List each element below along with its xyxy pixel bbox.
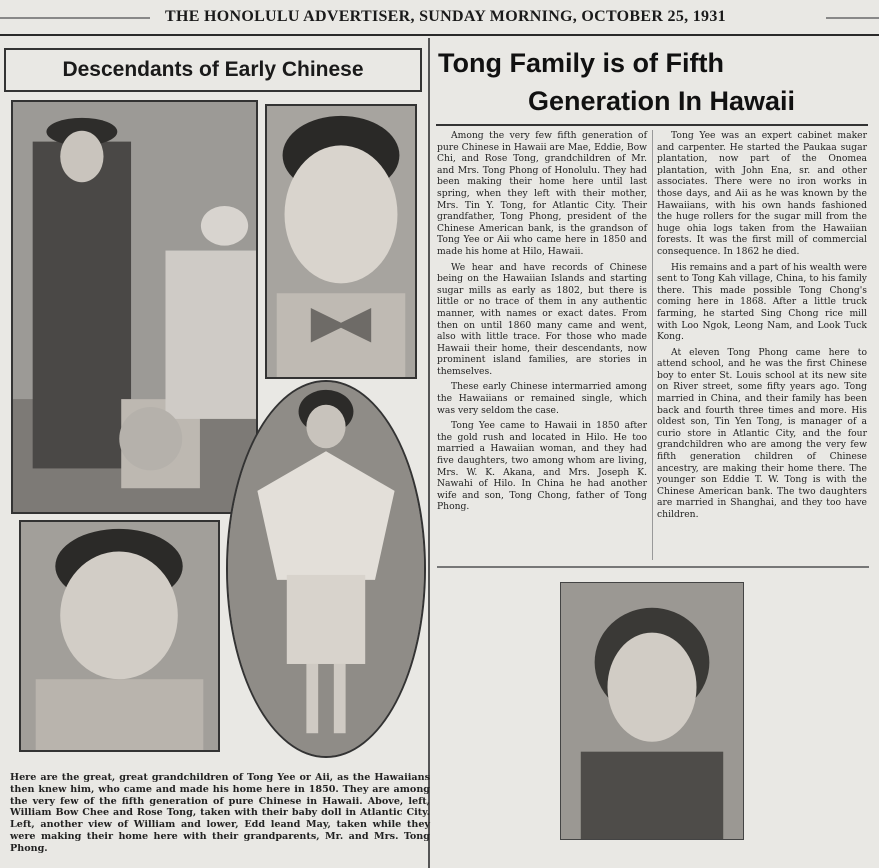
article-paragraph: Among the very few fifth generation of pure Chinese in Hawaii are Mae, Eddie, Bow Chi, and Rose Tong, grandchildren of Mr. and Mrs. Tong Phong of Honolulu. They had been making their home here until last spring, when they left with their mother, Mrs. Tin Y. Tong, for Atlantic City. Their grandfather, Tong Phong, president of the Chinese American bank, is the grandson of Tong Yee or Aii who came here in 1850 and made his home at Hilo, Hawaii. — [437, 130, 647, 257]
masthead-text: THE HONOLULU ADVERTISER, SUNDAY MORNING, OCTOBER 25, 1931 — [165, 8, 726, 25]
article-headline — [436, 44, 868, 122]
masthead — [0, 0, 879, 36]
headline-line-1: Tong Family is of Fifth — [438, 48, 724, 78]
photo-girl-oval — [226, 380, 426, 758]
photo-caption: Here are the great, great grandchildren of Tong Yee or Aii, as the Hawaiians then knew him, who came and made his home here in 1850. They are among the very few of the fifth generation of pure Chinese in Hawaii. Above, left, William Bow Chee and Rose Tong, taken with their baby doll in Atlantic City. Left, another view of William and lower, Edd leand May, taken while they were making their home here with their grandparents, Mr. and Mrs. Tong Phong. — [10, 772, 430, 854]
photo-boy-portrait — [19, 520, 220, 752]
article-paragraph: Tong Yee was an expert cabinet maker and carpenter. He started the Paukaa sugar plantation, now part of the Onomea plantation, with John Ena, sr. and other associates. There were no iron works in those days, and Aii as he was known by the Hawaiians, with his own hands fashioned the huge rollers for the sugar mill from the huge ohia logs taken from the Hawaiian forests. It was the first mill of commercial consequence. In 1862 he died. — [657, 130, 867, 257]
article-column-1 — [437, 130, 647, 517]
article-end-rule — [437, 566, 869, 568]
article-column-divider — [652, 130, 653, 560]
photo-children-with-doll-carriage — [11, 100, 258, 514]
left-heading: Descendants of Early Chinese — [4, 48, 422, 92]
article-paragraph: His remains and a part of his wealth were sent to Tong Kah village, China, to his family there. This made possible Tong Chong's coming here in 1868. After a little truck farming, he started Sing Chong rice mill with Loo Ngok, Leong Nam, and Look Tuck Kong. — [657, 261, 867, 343]
article-paragraph: These early Chinese intermarried among the Hawaiians or remained single, which was very seldom the case. — [437, 381, 647, 416]
photo-woman-portrait — [560, 582, 744, 840]
article-paragraph: Tong Yee came to Hawaii in 1850 after the gold rush and located in Hilo. He too married a Hawaiian woman, and they had five daughters, two among whom are living, Mrs. W. K. Akana, and Mrs. Joseph K. Nawahi of Hilo. In China he had another wife and son, Tong Chong, father of Tong Phong. — [437, 420, 647, 513]
masthead-rule-left — [0, 17, 150, 19]
article-paragraph: We hear and have records of Chinese being on the Hawaiian Islands and starting sugar mills as early as 1802, but there is little or no trace of them in any authentic manner, with names or exact dates. From then on until 1860 many came and went, also with little trace. For those who made Hawaii their home, their descendants, now prominent island families, are stories in themselves. — [437, 261, 647, 377]
photo-boy-bowtie — [265, 104, 417, 379]
headline-rule — [436, 124, 868, 126]
article-column-2 — [657, 130, 867, 525]
masthead-rule-right — [826, 17, 879, 19]
column-divider — [428, 38, 430, 868]
headline-line-2: Generation In Hawaii — [528, 86, 796, 116]
article-paragraph: At eleven Tong Phong came here to attend school, and he was the first Chinese boy to enter St. Louis school at its new site on River street, some fifty years ago. Tong married in China, and their family has been back and fourth three times and more. His oldest son, Tin Yen Tong, is manager of a curio store in Atlantic City, and the four grandchildren who are among the very few fifth generation children of Chinese ancestry, are making their home there. The younger son Eddie T. W. Tong is with the Chinese American bank. The two daughters are married in Shanghai, and they too have children. — [657, 346, 867, 520]
